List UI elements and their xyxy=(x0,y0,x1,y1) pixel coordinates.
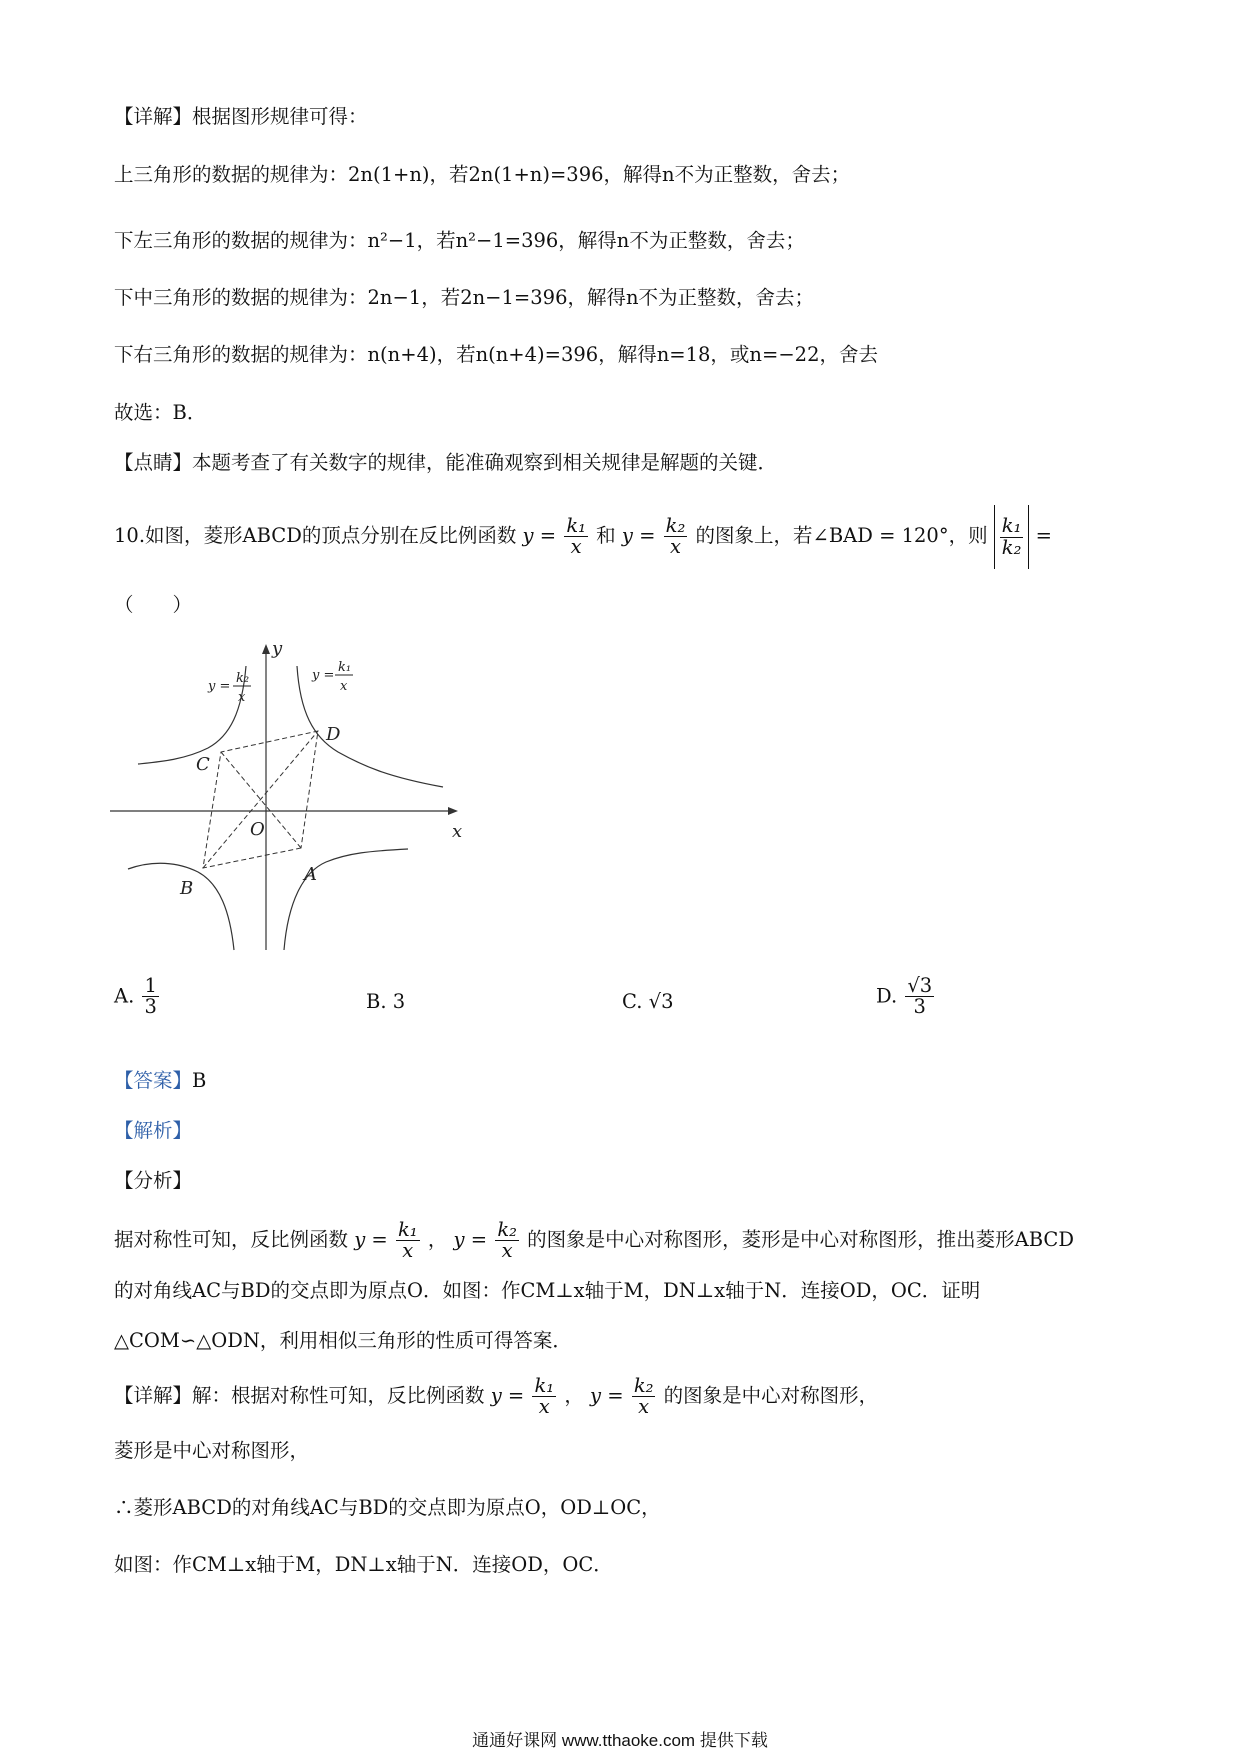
detail-line-3: ∴菱形ABCD的对角线AC与BD的交点即为原点O，OD⊥OC， xyxy=(114,1496,661,1519)
option-d-den: 3 xyxy=(913,995,926,1019)
answer-line xyxy=(114,1066,206,1096)
y-axis-arrow xyxy=(262,644,270,654)
fenxi-tag: 【分析】 xyxy=(114,1169,193,1192)
label-b: B xyxy=(180,878,194,899)
func2-denominator: x xyxy=(669,535,681,558)
dt-func2-fraction xyxy=(632,1373,656,1418)
abs-denominator: k₂ xyxy=(1001,535,1022,559)
analysis-p1-b: ， xyxy=(427,1228,448,1251)
label-d: D xyxy=(326,724,341,745)
an-func1-lhs: y = xyxy=(354,1228,388,1251)
curve-k1-upper xyxy=(297,666,443,787)
right-func-den: x xyxy=(340,679,348,694)
an-func2-num: k₂ xyxy=(497,1217,517,1241)
abs-numerator: k₁ xyxy=(1001,514,1022,538)
detail-heading: 【详解】根据图形规律可得： xyxy=(114,105,368,128)
func2-lhs: y = xyxy=(621,524,656,547)
func1-lhs: y = xyxy=(522,524,557,547)
question-intro: 10.如图，菱形ABCD的顶点分别在反比例函数 xyxy=(114,524,517,547)
question-mid: 的图象上，若∠BAD = 120°，则 xyxy=(695,524,988,547)
label-x: x xyxy=(452,821,463,842)
option-d xyxy=(876,976,936,1018)
dt-func1-num: k₁ xyxy=(534,1373,555,1397)
analysis-p1-a: 据对称性可知，反比例函数 xyxy=(114,1228,349,1251)
x-axis-arrow xyxy=(448,807,458,815)
answer-value: B xyxy=(192,1069,207,1092)
analysis-tag: 【解析】 xyxy=(114,1119,193,1142)
func1-numerator: k₁ xyxy=(566,513,586,537)
and-word: 和 xyxy=(596,524,616,547)
rule-line-top: 上三角形的数据的规律为：2n(1+n)，若2n(1+n)=396，解得n不为正整数，舍去； xyxy=(114,163,851,186)
func2-fraction xyxy=(664,513,688,558)
an-func1-fraction xyxy=(396,1217,420,1262)
func1-denominator: x xyxy=(570,535,582,558)
option-d-fraction xyxy=(905,976,934,1018)
an-func1-num: k₁ xyxy=(397,1217,418,1241)
comment-line: 【点睛】本题考查了有关数字的规律，能准确观察到相关规律是解题的关键． xyxy=(114,451,778,474)
analysis-line-2: 的对角线AC与BD的交点即为原点O．如图：作CM⊥x轴于M，DN⊥x轴于N．连接OD，OC．证明 xyxy=(114,1279,981,1302)
option-c-value: √3 xyxy=(648,990,674,1013)
label-o: O xyxy=(250,819,265,840)
right-func-num: k₁ xyxy=(338,660,352,675)
analysis-line-1 xyxy=(114,1208,1074,1272)
an-func2-lhs: y = xyxy=(453,1228,488,1251)
dt-func1-den: x xyxy=(538,1395,550,1418)
analysis-p1-c: 的图象是中心对称图形，菱形是中心对称图形，推出菱形ABCD xyxy=(527,1228,1074,1251)
curve-k1-lower xyxy=(128,863,234,950)
detail-d1-b: ， xyxy=(564,1384,584,1407)
curve-k2-lower xyxy=(284,849,408,950)
dt-func1-lhs: y = xyxy=(490,1384,525,1407)
hyperbola-rhombus-figure xyxy=(108,632,468,954)
rule-line-lower-left: 下左三角形的数据的规律为：n²−1，若n²−1=396，解得n不为正整数，舍去； xyxy=(114,229,805,252)
option-b: B. 3 xyxy=(366,990,406,1013)
left-func-num: k₂ xyxy=(236,671,250,686)
option-a xyxy=(114,976,161,1018)
abs-ratio-fraction xyxy=(1000,516,1024,558)
option-c-label: C. xyxy=(622,990,643,1013)
left-func-den: x xyxy=(238,690,246,705)
answer-blank: （ ） xyxy=(114,593,193,616)
label-c: C xyxy=(196,754,210,775)
func2-numerator: k₂ xyxy=(665,513,686,537)
dt-func1-fraction xyxy=(532,1373,556,1418)
rule-line-lower-right: 下右三角形的数据的规律为：n(n+4)，若n(n+4)=396，解得n=18，或n=−22，舍去 xyxy=(114,343,878,366)
abs-ratio xyxy=(994,505,1030,569)
detail-d1-c: 的图象是中心对称图形， xyxy=(663,1384,879,1407)
rule-line-lower-middle: 下中三角形的数据的规律为：2n−1，若2n−1=396，解得n不为正整数，舍去； xyxy=(114,286,815,309)
option-c xyxy=(622,990,673,1013)
label-y: y xyxy=(272,638,283,659)
option-a-label: A. xyxy=(114,984,135,1008)
dt-func2-den: x xyxy=(638,1395,650,1418)
dt-func2-num: k₂ xyxy=(633,1373,654,1397)
detail-line-4: 如图：作CM⊥x轴于M，DN⊥x轴于N．连接OD，OC． xyxy=(114,1553,613,1576)
label-a: A xyxy=(304,864,317,885)
option-a-fraction xyxy=(142,976,158,1018)
left-func-lhs: y = xyxy=(208,679,231,694)
an-func2-den: x xyxy=(501,1239,513,1262)
right-func-lhs: y = xyxy=(312,668,335,683)
option-d-num: √3 xyxy=(907,974,933,997)
option-a-den: 3 xyxy=(144,995,157,1019)
question-10 xyxy=(114,504,1052,569)
analysis-line-3: △COM∽△ODN，利用相似三角形的性质可得答案． xyxy=(114,1329,572,1352)
dt-func2-lhs: y = xyxy=(590,1384,624,1407)
detail-line-2: 菱形是中心对称图形， xyxy=(114,1439,310,1462)
an-func1-den: x xyxy=(402,1239,414,1262)
choice-line: 故选：B． xyxy=(114,401,207,424)
option-d-label: D. xyxy=(876,984,898,1008)
answer-tag: 【答案】 xyxy=(114,1069,193,1092)
func1-fraction xyxy=(564,513,588,558)
detail-d1-a: 【详解】解：根据对称性可知，反比例函数 xyxy=(114,1384,485,1407)
option-a-num: 1 xyxy=(144,974,157,997)
detail-line-1 xyxy=(114,1364,878,1428)
page-footer: 通通好课网 www.tthaoke.com 提供下载 xyxy=(472,1731,768,1750)
an-func2-fraction xyxy=(495,1217,519,1262)
equals-sign: = xyxy=(1035,524,1052,547)
